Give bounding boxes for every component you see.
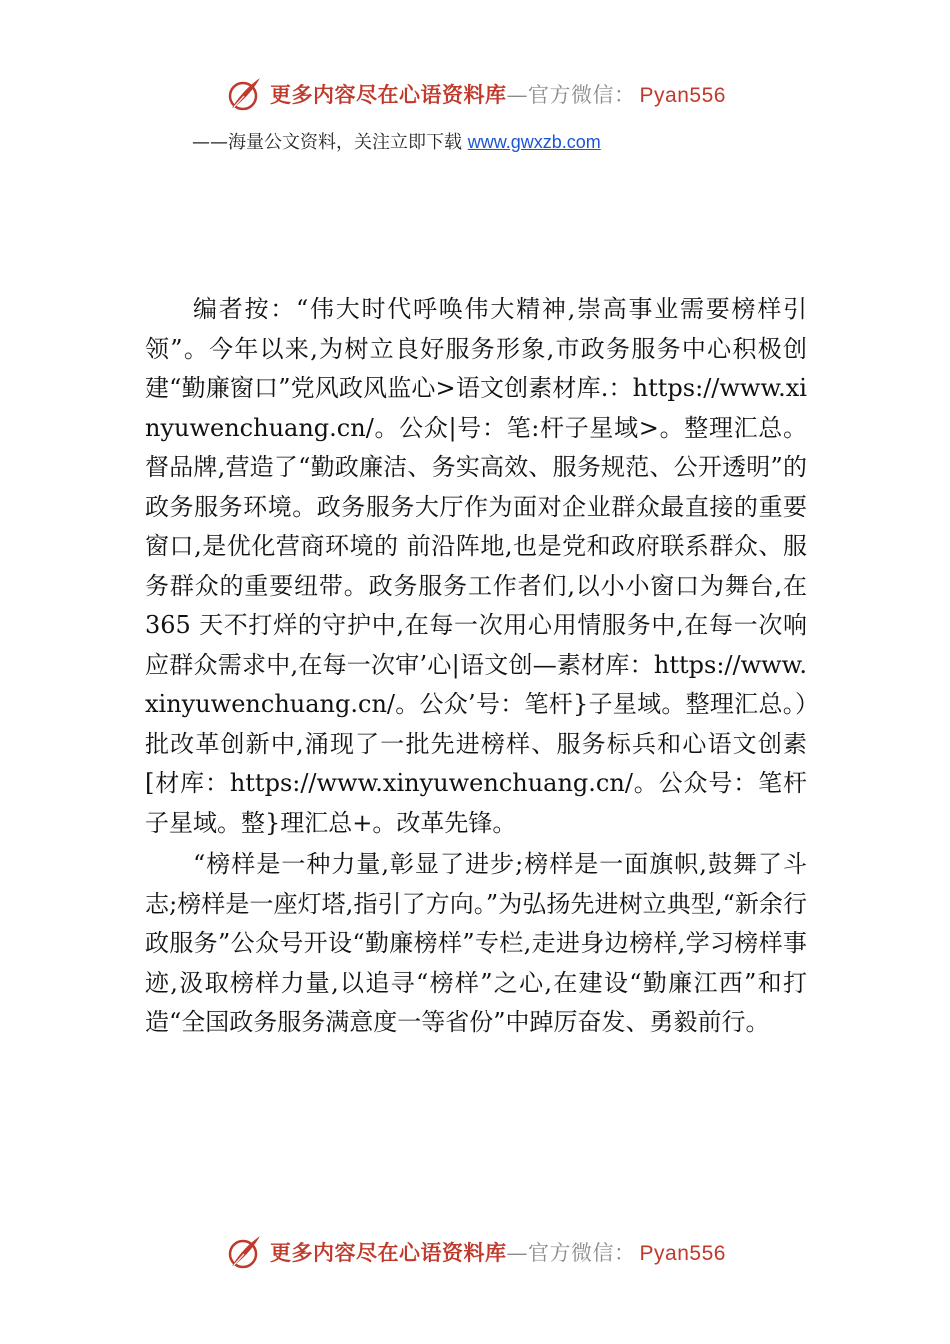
quill-pen-logo-icon xyxy=(224,74,264,114)
header-banner xyxy=(0,72,950,116)
header-promo-gray: 官方微信： xyxy=(528,83,636,107)
header-promo-text xyxy=(270,79,726,109)
footer-promo-dash: — xyxy=(506,1241,529,1265)
footer-wechat-id: Pyan556 xyxy=(639,1242,726,1265)
paragraph-2: “榜样是一种力量,彰显了进步;榜样是一面旗帜,鼓舞了斗志;榜样是一座灯塔,指引了方向。”为弘扬先进树立典型,“新余行政服务”公众号开设“勤廉榜样”专栏,走进身边榜样,学习榜样事迹,汲取榜样力量,以追寻“榜样”之心,在建设“勤廉江西”和打造“全国政务服务满意度一等省份”中踔厉奋发、勇毅前行。 xyxy=(145,850,807,1036)
header-wechat-id: Pyan556 xyxy=(639,84,726,107)
quill-pen-logo-icon xyxy=(224,1232,264,1272)
tagline-text: ——海量公文资料，关注立即下载 xyxy=(192,132,468,153)
footer-promo-red: 更多内容尽在心语资料库 xyxy=(270,1240,507,1265)
header-promo-dash: — xyxy=(506,83,529,107)
paragraph-1: 编者按：“伟大时代呼唤伟大精神,崇高事业需要榜样引领”。今年以来,为树立良好服务形象,市政务服务中心积极创建“勤廉窗口”党风政风监心>语文创素材库.：https://www.xinyuwenchuang.cn/。公众|号：笔:杆子星域>。整理汇总。督品牌,营造了“勤政廉洁、务实高效、服务规范、公开透明”的政务服务环境。政务服务大厅作为面对企业群众最直接的重要窗口,是优化营商环境的 前沿阵地,也是党和政府联系群众、服务群众的重要纽带。政务服务工作者们,以小小窗口为舞台,在 365 天不打烊的守护中,在每一次用心用情服务中,在每一次响应群众需求中,在每一次审’心|语文创—素材库：https://www.xinyuwenchuang.cn/。公众’号：笔杆}子星域。整理汇总。）批改革创新中,涌现了一批先进榜样、服务标兵和心语文创素[材库：https://www.xinyuwenchuang.cn/。公众号：笔杆子星域。整}理汇总+。改革先锋。 xyxy=(145,295,807,837)
tagline-link[interactable]: www.gwxzb.com xyxy=(467,132,601,152)
document-body xyxy=(145,290,807,1043)
header-promo-red: 更多内容尽在心语资料库 xyxy=(270,82,507,107)
footer-promo-gray: 官方微信： xyxy=(528,1241,636,1265)
header-tagline xyxy=(192,128,601,154)
footer-banner xyxy=(0,1230,950,1274)
footer-promo-text xyxy=(270,1237,726,1267)
